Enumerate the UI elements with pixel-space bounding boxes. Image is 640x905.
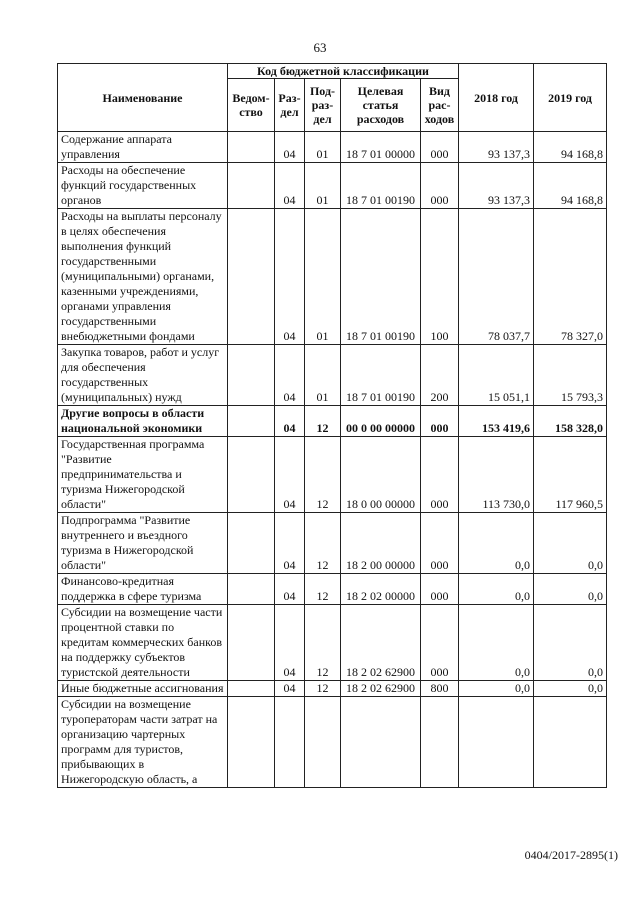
table-row bbox=[58, 132, 607, 163]
row-amount-2019 bbox=[534, 697, 607, 788]
row-target: 00 0 00 00000 bbox=[341, 406, 421, 437]
header-year-2018: 2018 год bbox=[459, 64, 534, 132]
row-amount-2018: 15 051,1 bbox=[459, 345, 534, 406]
table-row bbox=[58, 345, 607, 406]
table-row bbox=[58, 163, 607, 209]
table-row bbox=[58, 681, 607, 697]
row-razdel: 04 bbox=[275, 209, 305, 345]
row-podrazdel: 12 bbox=[305, 681, 341, 697]
row-target bbox=[341, 697, 421, 788]
budget-table bbox=[57, 63, 607, 788]
row-vid: 000 bbox=[421, 163, 459, 209]
row-razdel: 04 bbox=[275, 437, 305, 513]
header-code-group: Код бюджетной классификации bbox=[228, 64, 459, 79]
row-target: 18 0 00 00000 bbox=[341, 437, 421, 513]
table-row bbox=[58, 209, 607, 345]
row-vedomstvo bbox=[228, 513, 275, 574]
row-target: 18 7 01 00190 bbox=[341, 345, 421, 406]
row-vedomstvo bbox=[228, 406, 275, 437]
row-name: Содержание аппарата управления bbox=[58, 132, 228, 163]
header-vedomstvo: Ведом-ство bbox=[228, 79, 275, 132]
row-vid bbox=[421, 697, 459, 788]
row-podrazdel bbox=[305, 697, 341, 788]
header-year-2019: 2019 год bbox=[534, 64, 607, 132]
row-amount-2018: 93 137,3 bbox=[459, 132, 534, 163]
row-vedomstvo bbox=[228, 437, 275, 513]
row-vid: 000 bbox=[421, 132, 459, 163]
row-target: 18 2 02 62900 bbox=[341, 605, 421, 681]
row-target: 18 2 02 00000 bbox=[341, 574, 421, 605]
row-vid: 000 bbox=[421, 574, 459, 605]
row-target: 18 2 02 62900 bbox=[341, 681, 421, 697]
row-amount-2018: 78 037,7 bbox=[459, 209, 534, 345]
row-vedomstvo bbox=[228, 209, 275, 345]
header-name: Наименование bbox=[58, 64, 228, 132]
row-razdel: 04 bbox=[275, 163, 305, 209]
row-podrazdel: 01 bbox=[305, 163, 341, 209]
row-name: Иные бюджетные ассигнования bbox=[58, 681, 228, 697]
row-name: Закупка товаров, работ и услуг для обеспечения государственных (муниципальных) нужд bbox=[58, 345, 228, 406]
row-razdel: 04 bbox=[275, 345, 305, 406]
row-razdel: 04 bbox=[275, 406, 305, 437]
row-amount-2018: 0,0 bbox=[459, 681, 534, 697]
page-number: 63 bbox=[313, 40, 327, 55]
row-vid: 000 bbox=[421, 406, 459, 437]
row-podrazdel: 12 bbox=[305, 437, 341, 513]
row-target: 18 7 01 00190 bbox=[341, 163, 421, 209]
row-razdel: 04 bbox=[275, 574, 305, 605]
row-vedomstvo bbox=[228, 605, 275, 681]
row-vedomstvo bbox=[228, 697, 275, 788]
row-amount-2019: 0,0 bbox=[534, 605, 607, 681]
row-amount-2018: 153 419,6 bbox=[459, 406, 534, 437]
document-code: 0404/2017-2895(1) bbox=[524, 848, 618, 862]
row-amount-2019: 0,0 bbox=[534, 513, 607, 574]
row-name: Субсидии на возмещение части процентной ставки по кредитам коммерческих банков на поддержку субъектов туристской деятельности bbox=[58, 605, 228, 681]
row-vid: 200 bbox=[421, 345, 459, 406]
header-razdel: Раз-дел bbox=[275, 79, 305, 132]
row-name: Финансово-кредитная поддержка в сфере туризма bbox=[58, 574, 228, 605]
row-name: Субсидии на возмещение туроператорам части затрат на организацию чартерных программ для туристов, прибывающих в Нижегородскую область, а bbox=[58, 697, 228, 788]
row-razdel: 04 bbox=[275, 132, 305, 163]
row-vedomstvo bbox=[228, 681, 275, 697]
row-amount-2019: 94 168,8 bbox=[534, 163, 607, 209]
row-name: Расходы на обеспечение функций государственных органов bbox=[58, 163, 228, 209]
row-razdel: 04 bbox=[275, 605, 305, 681]
row-amount-2018 bbox=[459, 697, 534, 788]
table-row bbox=[58, 574, 607, 605]
row-razdel bbox=[275, 697, 305, 788]
row-amount-2018: 0,0 bbox=[459, 513, 534, 574]
row-target: 18 2 00 00000 bbox=[341, 513, 421, 574]
header-target: Целевая статья расходов bbox=[341, 79, 421, 132]
row-vedomstvo bbox=[228, 345, 275, 406]
row-amount-2018: 93 137,3 bbox=[459, 163, 534, 209]
row-podrazdel: 12 bbox=[305, 406, 341, 437]
header-vid: Вид рас-ходов bbox=[421, 79, 459, 132]
row-vedomstvo bbox=[228, 163, 275, 209]
row-podrazdel: 01 bbox=[305, 209, 341, 345]
row-podrazdel: 01 bbox=[305, 345, 341, 406]
row-amount-2019: 158 328,0 bbox=[534, 406, 607, 437]
row-podrazdel: 12 bbox=[305, 605, 341, 681]
row-name: Государственная программа "Развитие предпринимательства и туризма Нижегородской области" bbox=[58, 437, 228, 513]
row-amount-2019: 15 793,3 bbox=[534, 345, 607, 406]
table-row bbox=[58, 406, 607, 437]
row-vedomstvo bbox=[228, 574, 275, 605]
row-razdel: 04 bbox=[275, 681, 305, 697]
row-vedomstvo bbox=[228, 132, 275, 163]
row-vid: 000 bbox=[421, 513, 459, 574]
row-amount-2019: 78 327,0 bbox=[534, 209, 607, 345]
table-row bbox=[58, 513, 607, 574]
row-podrazdel: 12 bbox=[305, 513, 341, 574]
row-target: 18 7 01 00190 bbox=[341, 209, 421, 345]
table-row bbox=[58, 605, 607, 681]
header-podrazdel: Под-раз-дел bbox=[305, 79, 341, 132]
row-vid: 800 bbox=[421, 681, 459, 697]
row-podrazdel: 12 bbox=[305, 574, 341, 605]
row-amount-2018: 0,0 bbox=[459, 605, 534, 681]
row-name: Подпрограмма "Развитие внутреннего и въездного туризма в Нижегородской области" bbox=[58, 513, 228, 574]
row-name: Расходы на выплаты персоналу в целях обеспечения выполнения функций государственными (муниципальными) органами, казенными учреждениями, органами управления государственными внебюджетными фондами bbox=[58, 209, 228, 345]
row-amount-2019: 117 960,5 bbox=[534, 437, 607, 513]
row-vid: 000 bbox=[421, 605, 459, 681]
table-row bbox=[58, 697, 607, 788]
row-amount-2019: 0,0 bbox=[534, 681, 607, 697]
row-podrazdel: 01 bbox=[305, 132, 341, 163]
row-amount-2019: 94 168,8 bbox=[534, 132, 607, 163]
row-vid: 100 bbox=[421, 209, 459, 345]
row-amount-2018: 113 730,0 bbox=[459, 437, 534, 513]
row-amount-2019: 0,0 bbox=[534, 574, 607, 605]
row-target: 18 7 01 00000 bbox=[341, 132, 421, 163]
row-vid: 000 bbox=[421, 437, 459, 513]
row-name: Другие вопросы в области национальной экономики bbox=[58, 406, 228, 437]
row-razdel: 04 bbox=[275, 513, 305, 574]
table-row bbox=[58, 437, 607, 513]
row-amount-2018: 0,0 bbox=[459, 574, 534, 605]
